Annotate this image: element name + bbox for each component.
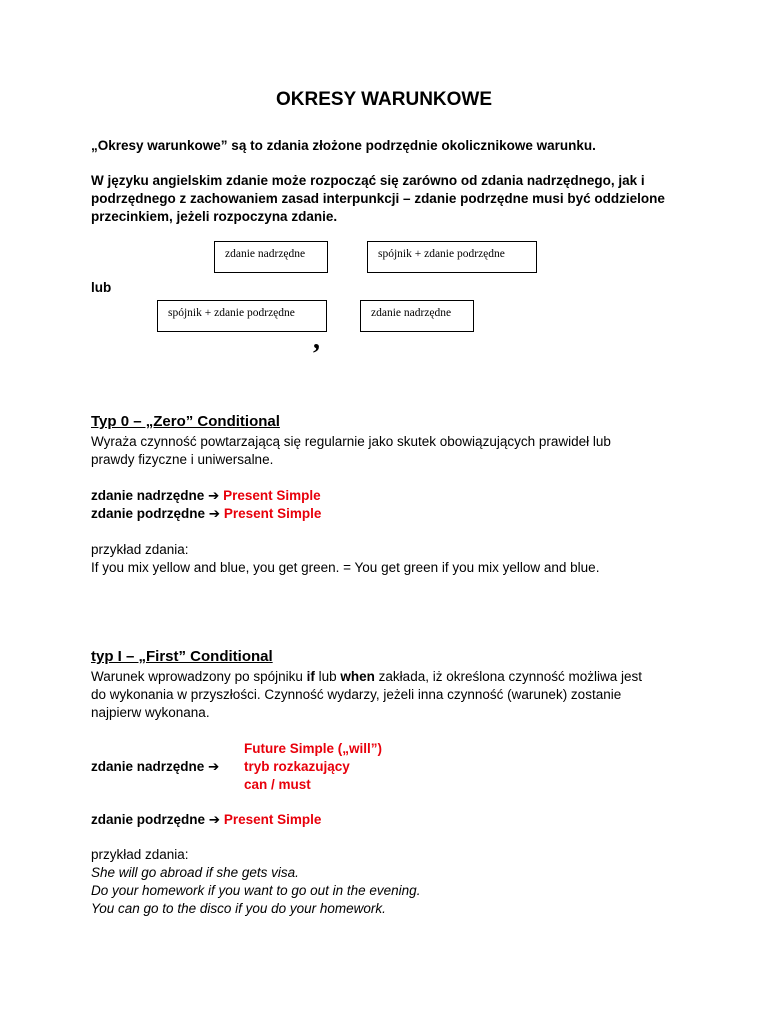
tense-label: Present Simple <box>223 506 322 521</box>
type0-description <box>91 433 611 469</box>
example-sentence: Do your homework if you want to go out in the evening. <box>91 883 421 898</box>
type0-example: If you mix yellow and blue, you get green. = You get green if you mix yellow and blue. <box>91 560 600 575</box>
order-paragraph <box>91 172 665 226</box>
type1-main-rule <box>91 758 219 776</box>
tense-label: Present Simple <box>223 812 322 827</box>
type0-sub-rule <box>91 505 321 523</box>
arrow-icon: ➔ <box>208 488 220 503</box>
type0-example-label: przykład zdania: <box>91 542 189 557</box>
order-line: przecinkiem, jeżeli rozpoczyna zdanie. <box>91 209 338 224</box>
type0-heading: Typ 0 – „Zero” Conditional <box>91 413 280 430</box>
arrow-icon: ➔ <box>208 812 221 827</box>
type1-desc-line: do wykonania w przyszłości. Czynność wydarzy, jeżeli inna czynność (warunek) zostanie <box>91 687 622 702</box>
desc-text: Warunek wprowadzony po spójniku <box>91 669 307 684</box>
desc-text: zakłada, iż określona czynność możliwa jest <box>374 669 643 684</box>
sub-clause-label: zdanie podrzędne <box>91 812 206 827</box>
type1-main-options <box>244 740 382 794</box>
diagram-box-sub-clause: spójnik + zdanie podrzędne <box>157 300 327 332</box>
keyword-if: if <box>306 669 315 684</box>
type1-description <box>91 668 642 722</box>
tense-option: Future Simple („will”) <box>244 741 383 756</box>
type1-examples <box>91 864 420 918</box>
arrow-icon: ➔ <box>208 506 221 521</box>
type0-main-rule <box>91 487 321 505</box>
tense-option: tryb rozkazujący <box>244 759 350 774</box>
example-sentence: You can go to the disco if you do your homework. <box>91 901 386 916</box>
type1-desc-line <box>91 668 642 686</box>
type0-desc-line: prawdy fizyczne i uniwersalne. <box>91 452 274 467</box>
order-line: podrzędnego z zachowaniem zasad interpunkcji – zdanie podrzędne musi być oddzielone <box>91 191 665 206</box>
example-sentence: She will go abroad if she gets visa. <box>91 865 299 880</box>
order-line: W języku angielskim zdanie może rozpocząć się zarówno od zdania nadrzędnego, jak i <box>91 173 645 188</box>
tense-label: Present Simple <box>223 488 321 503</box>
diagram-box-main-clause: zdanie nadrzędne <box>360 300 474 332</box>
main-clause-label: zdanie nadrzędne <box>91 759 205 774</box>
type1-heading: typ I – „First” Conditional <box>91 648 273 665</box>
page-title: OKRESY WARUNKOWE <box>275 89 493 110</box>
definition-text: „Okresy warunkowe” są to zdania złożone podrzędnie okolicznikowe warunku. <box>91 138 596 153</box>
keyword-when: when <box>340 669 375 684</box>
desc-text: lub <box>314 669 341 684</box>
arrow-icon: ➔ <box>208 759 220 774</box>
type1-example-label: przykład zdania: <box>91 847 189 862</box>
main-clause-label: zdanie nadrzędne <box>91 488 205 503</box>
tense-option: can / must <box>244 777 311 792</box>
type0-desc-line: Wyraża czynność powtarzającą się regularnie jako skutek obowiązujących prawideł lub <box>91 434 611 449</box>
diagram-comma: , <box>313 324 320 355</box>
diagram-box-main-clause: zdanie nadrzędne <box>214 241 328 273</box>
type1-sub-rule <box>91 811 321 829</box>
diagram-separator: lub <box>91 280 112 295</box>
type1-desc-line: najpierw wykonana. <box>91 705 210 720</box>
diagram-box-sub-clause: spójnik + zdanie podrzędne <box>367 241 537 273</box>
sub-clause-label: zdanie podrzędne <box>91 506 206 521</box>
